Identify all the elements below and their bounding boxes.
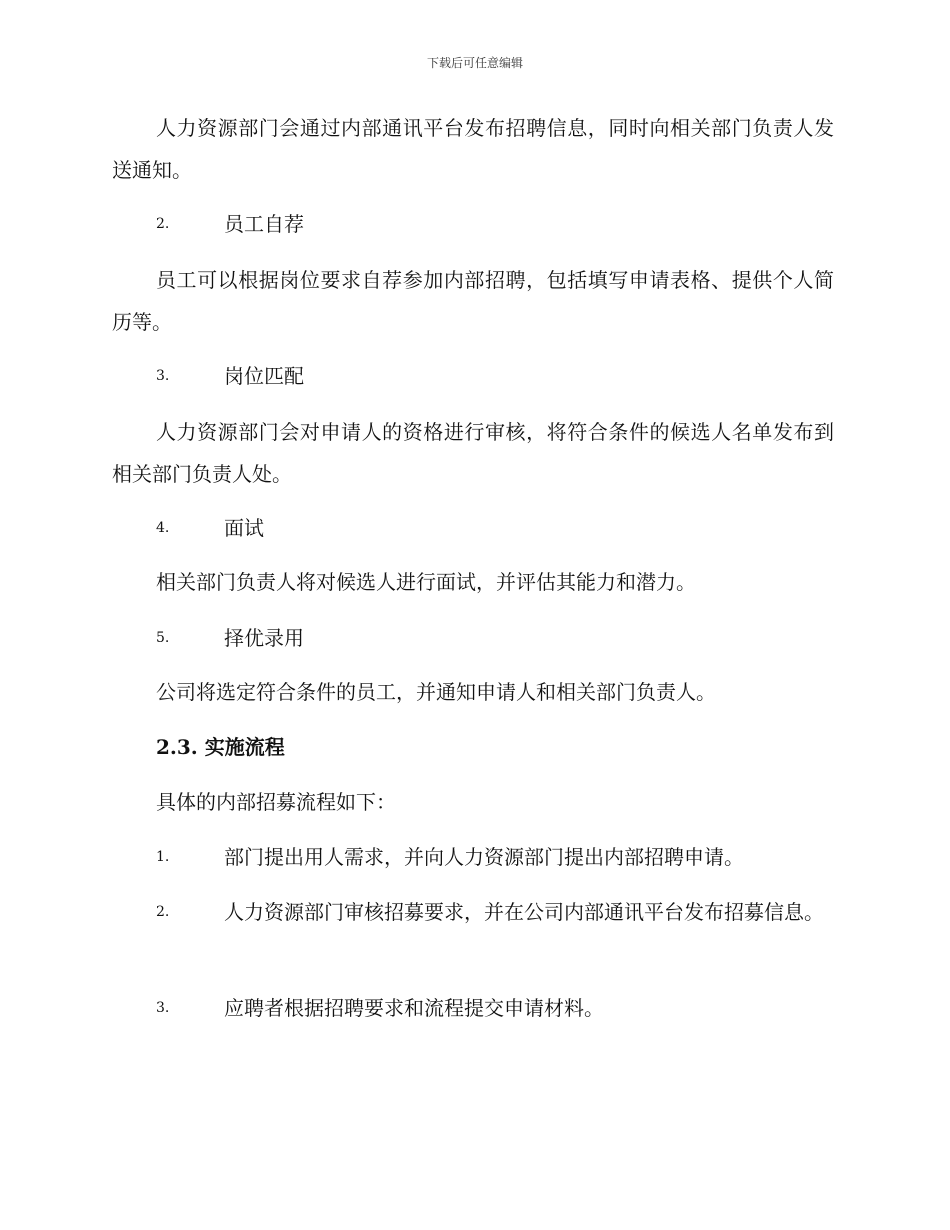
- paragraph-selection: 公司将选定符合条件的员工，并通知申请人和相关部门负责人。: [156, 680, 716, 704]
- list-item-position-match: [112, 355, 834, 397]
- list-text: 部门提出用人需求，并向人力资源部门提出内部招聘申请。: [224, 845, 744, 869]
- section-heading: 2.3. 实施流程: [156, 735, 285, 759]
- list-item-selection: [112, 617, 834, 659]
- list-number: 3.: [156, 1000, 170, 1016]
- list-text: 人力资源部门审核招募要求，并在公司内部通讯平台发布招募信息。: [224, 900, 824, 924]
- list-label: 岗位匹配: [224, 364, 304, 388]
- list-item-self-recommend: [112, 203, 834, 245]
- paragraph-self-recommend: 员工可以根据岗位要求自荐参加内部招聘，包括填写申请表格、提供个人简历等。: [112, 268, 834, 334]
- page-header: 下载后可任意编辑: [426, 56, 523, 70]
- paragraph-process-intro: 具体的内部招募流程如下：: [156, 790, 396, 814]
- process-step-3: [112, 987, 834, 1029]
- list-label: 员工自荐: [224, 212, 304, 236]
- process-step-2: [112, 891, 834, 933]
- list-number: 4.: [156, 520, 170, 536]
- list-number: 2.: [156, 216, 170, 232]
- list-number: 2.: [156, 904, 170, 920]
- paragraph-publish-info: 人力资源部门会通过内部通讯平台发布招聘信息，同时向相关部门负责人发送通知。: [112, 116, 834, 182]
- list-item-interview: [112, 507, 834, 549]
- list-number: 3.: [156, 368, 170, 384]
- paragraph-interview: 相关部门负责人将对候选人进行面试，并评估其能力和潜力。: [156, 570, 696, 594]
- list-number: 1.: [156, 849, 170, 865]
- process-step-1: [112, 836, 834, 878]
- list-label: 面试: [224, 516, 264, 540]
- list-label: 择优录用: [224, 626, 304, 650]
- list-number: 5.: [156, 630, 170, 646]
- paragraph-position-match: 人力资源部门会对申请人的资格进行审核，将符合条件的候选人名单发布到相关部门负责人处。: [112, 420, 834, 486]
- list-text: 应聘者根据招聘要求和流程提交申请材料。: [224, 996, 604, 1020]
